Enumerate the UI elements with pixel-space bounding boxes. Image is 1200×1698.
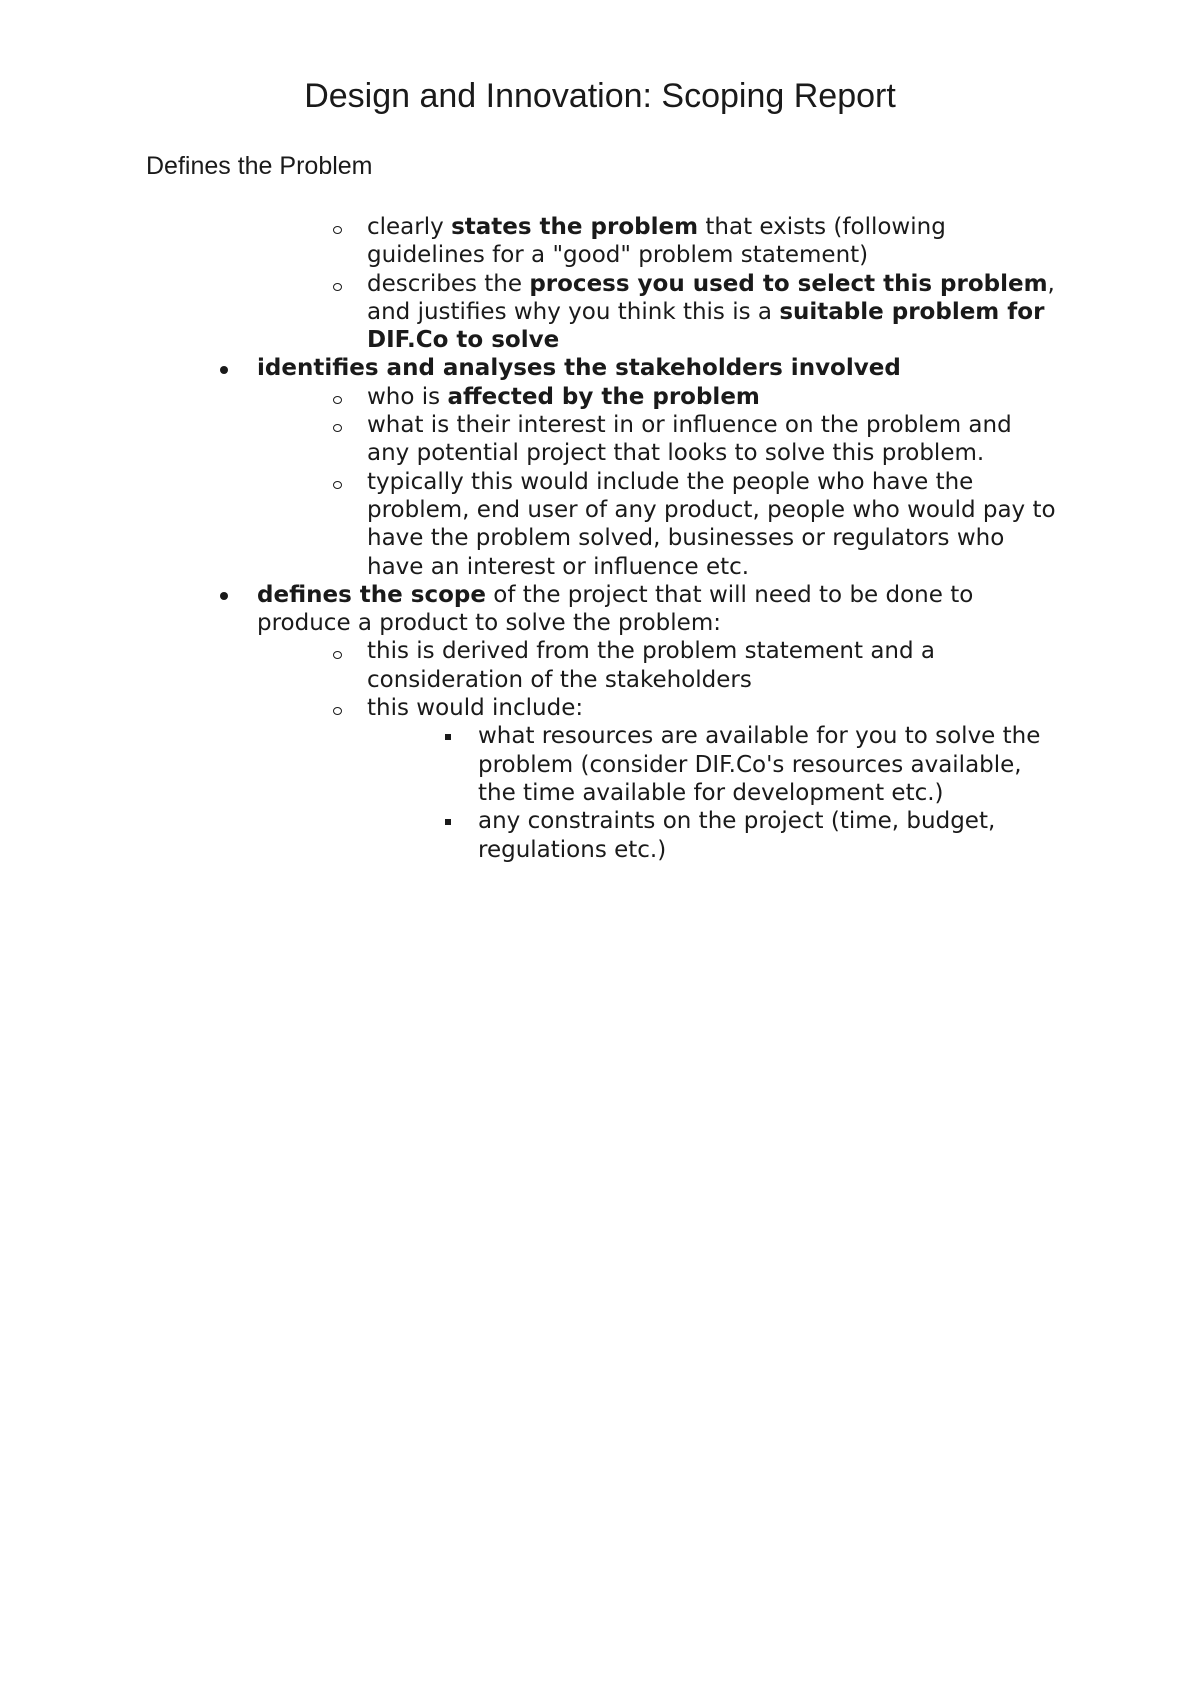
- list-item: [367, 468, 1057, 581]
- list-item: [367, 637, 1057, 694]
- list-item: [367, 270, 1057, 355]
- list-item: [367, 411, 1057, 468]
- bold-text: identifies and analyses the stakeholders involved: [257, 355, 901, 382]
- list-item-text: [367, 214, 946, 268]
- circle-bullet-icon: [333, 694, 342, 722]
- circle-bullet-icon: [333, 411, 342, 439]
- list-item: [257, 354, 1057, 382]
- bold-text: suitable problem for DIF.Co to solve: [367, 298, 1045, 354]
- document-title: Design and Innovation: Scoping Report: [304, 77, 896, 115]
- list-item-text: [367, 412, 1012, 466]
- text-segment: describes the: [367, 270, 530, 297]
- list-item-text: [367, 638, 935, 692]
- circle-bullet-icon: [333, 213, 342, 241]
- list-item: [367, 694, 1057, 722]
- text-segment: this is derived from the problem statement and a consideration of the stakeholders: [367, 638, 936, 693]
- text-segment: what is their interest in or influence on the problem and any potential project that looks to solve this problem.: [367, 412, 1012, 467]
- square-bullet-icon: [445, 722, 451, 750]
- circle-bullet-icon: [333, 383, 342, 411]
- list-item-text: [257, 355, 901, 381]
- bold-text: states the problem: [451, 214, 699, 240]
- list-item-text: [367, 384, 760, 410]
- disc-bullet-icon: [220, 354, 228, 382]
- circle-bullet-icon: [333, 270, 342, 298]
- text-segment: what resources are available for you to solve the problem (consider DIF.Co's resources available, the time available for development etc.): [478, 723, 1041, 806]
- list-item: [367, 383, 1057, 411]
- section-heading: Defines the Problem: [146, 152, 373, 180]
- circle-bullet-icon: [333, 637, 342, 665]
- text-segment: clearly: [367, 214, 452, 240]
- list-item-text: [367, 469, 1056, 580]
- bold-text: process you used to select this problem: [529, 270, 1048, 297]
- list-item: [478, 722, 1053, 807]
- list-item: [257, 581, 1057, 638]
- bold-text: affected by the problem: [447, 383, 760, 410]
- text-segment: any constraints on the project (time, budget, regulations etc.): [478, 808, 996, 863]
- list-item: [478, 807, 1053, 864]
- list-item-text: [367, 695, 583, 721]
- text-segment: who is: [367, 383, 448, 410]
- list-item-text: [478, 723, 1040, 806]
- text-segment: typically this would include the people who have the problem, end user of any product, people who would pay to have the problem solved, businesses or regulators who have an interest or influence etc.: [367, 468, 1056, 580]
- square-bullet-icon: [445, 807, 451, 835]
- text-segment: that exists (following guidelines for a "good" problem statement): [367, 214, 946, 269]
- circle-bullet-icon: [333, 468, 342, 496]
- bullet-list: [0, 213, 1200, 864]
- list-item-text: [367, 271, 1055, 354]
- bold-text: defines the scope: [257, 581, 486, 608]
- list-item: [367, 213, 1057, 270]
- list-item-text: [257, 582, 973, 636]
- text-segment: , and justifies why you think this is a: [367, 270, 1055, 325]
- text-segment: of the project that will need to be done to produce a product to solve the problem:: [257, 581, 974, 637]
- list-item-text: [478, 808, 995, 862]
- disc-bullet-icon: [220, 581, 228, 609]
- text-segment: this would include:: [367, 695, 584, 722]
